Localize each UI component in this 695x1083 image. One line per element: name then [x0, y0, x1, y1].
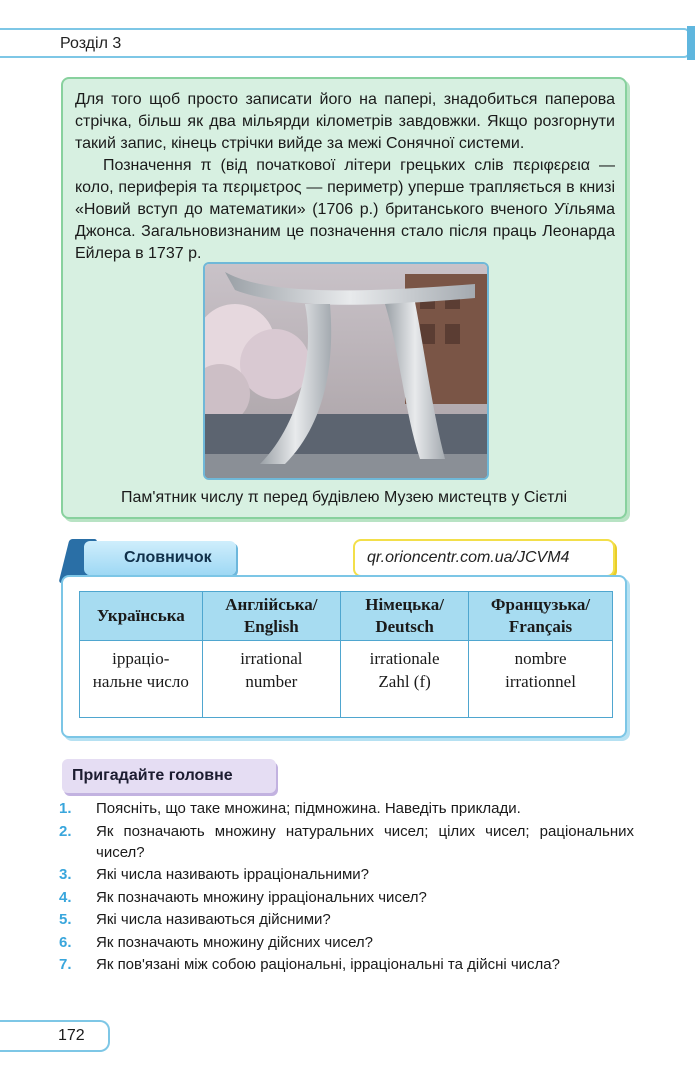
- question-text: Які числа називаються дійсними?: [96, 911, 331, 928]
- list-item: [59, 954, 634, 975]
- table-row: [80, 641, 613, 718]
- list-item: [59, 821, 634, 863]
- question-text: Поясніть, що таке множина; підмножина. Наведіть приклади.: [96, 800, 521, 817]
- question-number: 6.: [59, 933, 72, 951]
- cell-german: irrationale Zahl (f): [341, 641, 469, 718]
- qr-link[interactable]: qr.orioncentr.com.ua/JCVM4: [367, 549, 570, 566]
- header-french: Французька/ Français: [469, 592, 613, 641]
- question-text: Як позначають множину натуральних чисел; цілих чисел; раціональних чисел?: [96, 822, 634, 861]
- header-ukrainian: Українська: [80, 592, 203, 641]
- list-item: [59, 798, 634, 819]
- recall-title: Пригадайте головне: [72, 767, 233, 784]
- cell-english: irrational number: [202, 641, 341, 718]
- cell-ukrainian: ірраціо- нальне число: [80, 641, 203, 718]
- question-text: Які числа називають ірраціональними?: [96, 866, 369, 883]
- header-german: Німецька/ Deutsch: [341, 592, 469, 641]
- page-number-box: [0, 1020, 110, 1052]
- section-title: Розділ 3: [60, 35, 122, 52]
- photo-caption: Пам'ятник числу π перед будівлею Музею мистецтв у Сієтлі: [121, 489, 567, 506]
- info-paragraph-1: Для того щоб просто записати його на папері, знадобиться паперова стрічка, більш як два мільярди кілометрів завдовжки. Якщо розгорнути такий запис, кінець стрічки вийде за межі Сонячної системи.: [75, 91, 615, 152]
- list-item: [59, 887, 634, 908]
- question-text: Як позначають множину ірраціональних чисел?: [96, 888, 427, 906]
- question-number: 2.: [59, 822, 72, 840]
- qr-link-box[interactable]: [353, 539, 615, 577]
- cell-french: nombre irrationnel: [469, 641, 613, 718]
- dictionary-title: Словничок: [124, 549, 212, 566]
- question-number: 5.: [59, 911, 72, 928]
- table-header-row: [80, 592, 613, 641]
- list-item: [59, 932, 634, 953]
- recall-label: [62, 759, 276, 793]
- dictionary-label: [84, 541, 236, 575]
- info-text: [75, 89, 615, 265]
- pi-info-box: [61, 77, 627, 519]
- questions-list: [59, 798, 634, 977]
- question-text: Як позначають множину дійсних чисел?: [96, 933, 374, 951]
- header-edge-decoration: [687, 26, 695, 60]
- info-paragraph-2: Позначення π (від початкової літери грецьких слів περιφερεια — коло, периферія та περιμετρος — периметр) уперше трапляється в книзі «Новий вступ до математики» (1706 р.) британського вченого Уїльяма Джонса. Загальновизнаним це позначення стало після праць Леонарда Ейлера в 1737 р.: [75, 157, 615, 262]
- question-number: 4.: [59, 888, 72, 906]
- question-number: 7.: [59, 956, 72, 973]
- question-number: 3.: [59, 866, 72, 883]
- section-header: [0, 28, 690, 58]
- pi-monument-photo: [203, 262, 489, 480]
- header-english: Англійська/ English: [202, 592, 341, 641]
- dictionary-box: [61, 575, 627, 738]
- question-number: 1.: [59, 800, 72, 817]
- list-item: [59, 909, 634, 930]
- list-item: [59, 864, 634, 885]
- page-number: 172: [58, 1027, 85, 1044]
- pi-monument-illustration: [205, 264, 487, 478]
- dictionary-table: [79, 591, 613, 718]
- question-text: Як пов'язані між собою раціональні, ірраціональні та дійсні числа?: [96, 956, 560, 973]
